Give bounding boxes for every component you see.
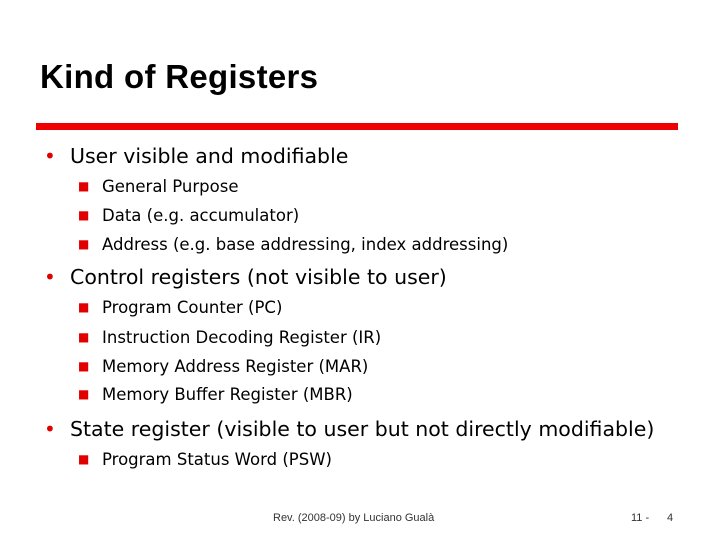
footer-credit: Rev. (2008-09) by Luciano Gualà [273,512,435,524]
sub-bullet-text: Memory Buffer Register (MBR) [102,385,353,404]
square-bullet-icon: ■ [78,300,90,314]
bullet-dot-icon: • [44,417,56,441]
sub-bullet-text: Instruction Decoding Register (IR) [102,328,382,347]
bullet-control-registers [44,267,447,288]
sub-bullet-program-status-word [78,452,332,469]
square-bullet-icon: ■ [78,452,90,466]
square-bullet-icon: ■ [78,208,90,222]
sub-bullet-memory-buffer-register [78,387,353,404]
sub-bullet-text: Program Status Word (PSW) [102,450,332,469]
bullet-dot-icon: • [44,265,56,289]
footer-chapter: 11 - [631,512,650,524]
sub-bullet-text: Memory Address Register (MAR) [102,357,369,376]
sub-bullet-general-purpose [78,179,239,196]
bullet-text: User visible and modifiable [70,144,349,168]
sub-bullet-data [78,208,299,225]
sub-bullet-text: General Purpose [102,177,239,196]
square-bullet-icon: ■ [78,359,90,373]
bullet-dot-icon: • [44,144,56,168]
square-bullet-icon: ■ [78,330,90,344]
sub-bullet-address [78,237,508,254]
bullet-text: State register (visible to user but not directly modifiable) [70,417,655,441]
bullet-text: Control registers (not visible to user) [70,265,447,289]
sub-bullet-program-counter [78,300,282,317]
sub-bullet-text: Data (e.g. accumulator) [102,206,300,225]
sub-bullet-text: Address (e.g. base addressing, index addressing) [102,235,509,254]
square-bullet-icon: ■ [78,179,90,193]
bullet-user-visible [44,146,348,167]
square-bullet-icon: ■ [78,237,90,251]
sub-bullet-memory-address-register [78,359,368,376]
footer-page-number: 4 [667,512,674,524]
slide-title: Kind of Registers [40,58,319,95]
bullet-state-register [44,419,654,440]
sub-bullet-text: Program Counter (PC) [102,298,283,317]
sub-bullet-instruction-register [78,330,381,347]
square-bullet-icon: ■ [78,387,90,401]
